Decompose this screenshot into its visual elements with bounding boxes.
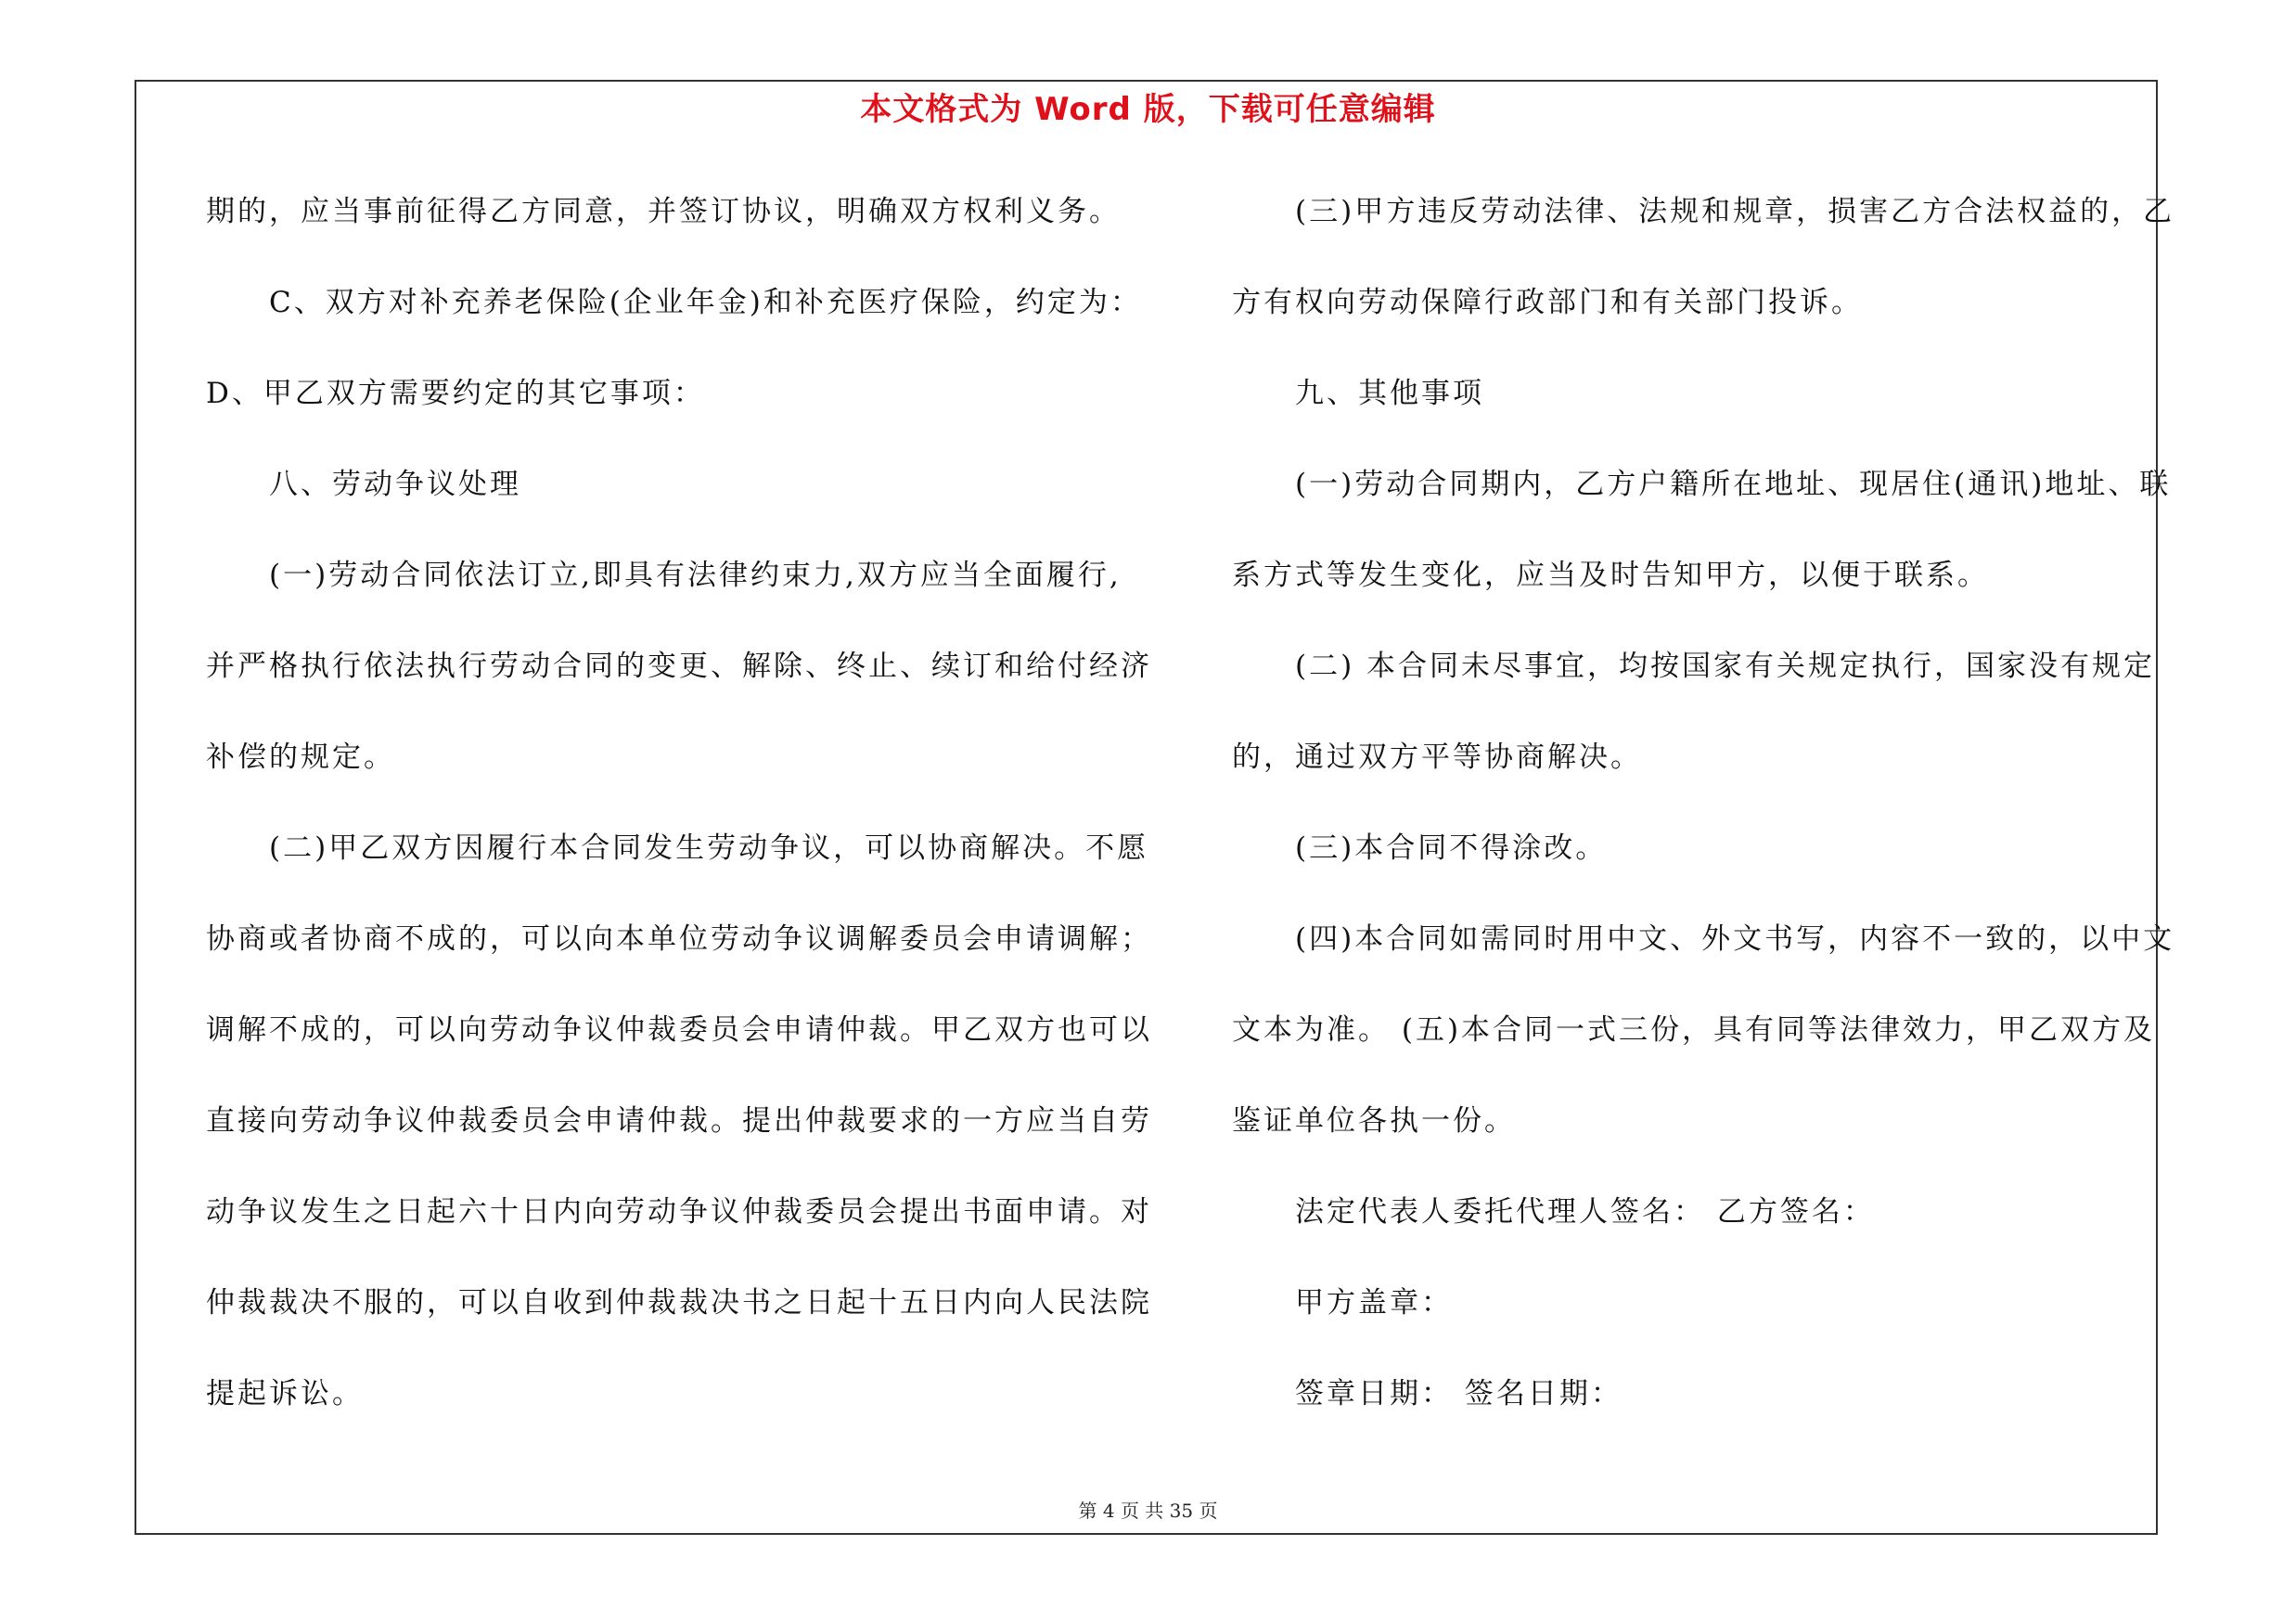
page-number-footer: 第 4 页 共 35 页 xyxy=(1078,1500,1218,1522)
text-line: 文本为准。 (五)本合同一式三份，具有同等法律效力，甲乙双方及 xyxy=(1232,1013,2156,1047)
text-line: 的，通过双方平等协商解决。 xyxy=(1232,741,1642,774)
text-line: 方有权向劳动保障行政部门和有关部门投诉。 xyxy=(1232,286,1863,319)
text-line: 调解不成的，可以向劳动争议仲裁委员会申请仲裁。甲乙双方也可以 xyxy=(206,1013,1152,1047)
text-line: (四)本合同如需同时用中文、外文书写，内容不一致的，以中文 xyxy=(1295,922,2175,956)
text-line: 仲裁裁决不服的，可以自收到仲裁裁决书之日起十五日内向人民法院 xyxy=(206,1286,1152,1320)
text-line: (二)甲乙双方因履行本合同发生劳动争议，可以协商解决。不愿 xyxy=(269,831,1149,865)
text-line: 法定代表人委托代理人签名： 乙方签名： xyxy=(1295,1195,1875,1229)
left-column xyxy=(206,186,1152,1459)
text-line: 签章日期： 签名日期： xyxy=(1295,1377,1623,1410)
text-line: 并严格执行依法执行劳动合同的变更、解除、终止、续订和给付经济 xyxy=(206,650,1152,683)
text-line: (一)劳动合同依法订立,即具有法律约束力,双方应当全面履行, xyxy=(269,559,1122,592)
word-format-banner: 本文格式为 Word 版，下载可任意编辑 xyxy=(860,91,1436,128)
right-column xyxy=(1232,186,2175,1459)
text-line: (三)甲方违反劳动法律、法规和规章，损害乙方合法权益的，乙 xyxy=(1295,195,2175,228)
text-line: 补偿的规定。 xyxy=(206,741,395,774)
text-line: 鉴证单位各执一份。 xyxy=(1232,1104,1516,1138)
text-line: 八、劳动争议处理 xyxy=(269,468,521,501)
text-line: 直接向劳动争议仲裁委员会申请仲裁。提出仲裁要求的一方应当自劳 xyxy=(206,1104,1152,1138)
text-line: D、甲乙双方需要约定的其它事项： xyxy=(206,377,705,410)
text-line: 九、其他事项 xyxy=(1295,377,1484,410)
text-line: 协商或者协商不成的，可以向本单位劳动争议调解委员会申请调解； xyxy=(206,922,1152,956)
text-line: 提起诉讼。 xyxy=(206,1377,364,1410)
text-line: 甲方盖章： xyxy=(1295,1286,1453,1320)
text-line: 期的，应当事前征得乙方同意，并签订协议，明确双方权利义务。 xyxy=(206,195,1121,228)
text-line: 系方式等发生变化，应当及时告知甲方，以便于联系。 xyxy=(1232,559,1989,592)
text-line: C、双方对补充养老保险(企业年金)和补充医疗保险，约定为： xyxy=(269,286,1142,319)
text-line: (一)劳动合同期内，乙方户籍所在地址、现居住(通讯)地址、联 xyxy=(1295,468,2172,501)
text-line: 动争议发生之日起六十日内向劳动争议仲裁委员会提出书面申请。对 xyxy=(206,1195,1152,1229)
text-line: (三)本合同不得涂改。 xyxy=(1295,831,1608,865)
text-line: (二) 本合同未尽事宜，均按国家有关规定执行，国家没有规定 xyxy=(1295,650,2156,683)
